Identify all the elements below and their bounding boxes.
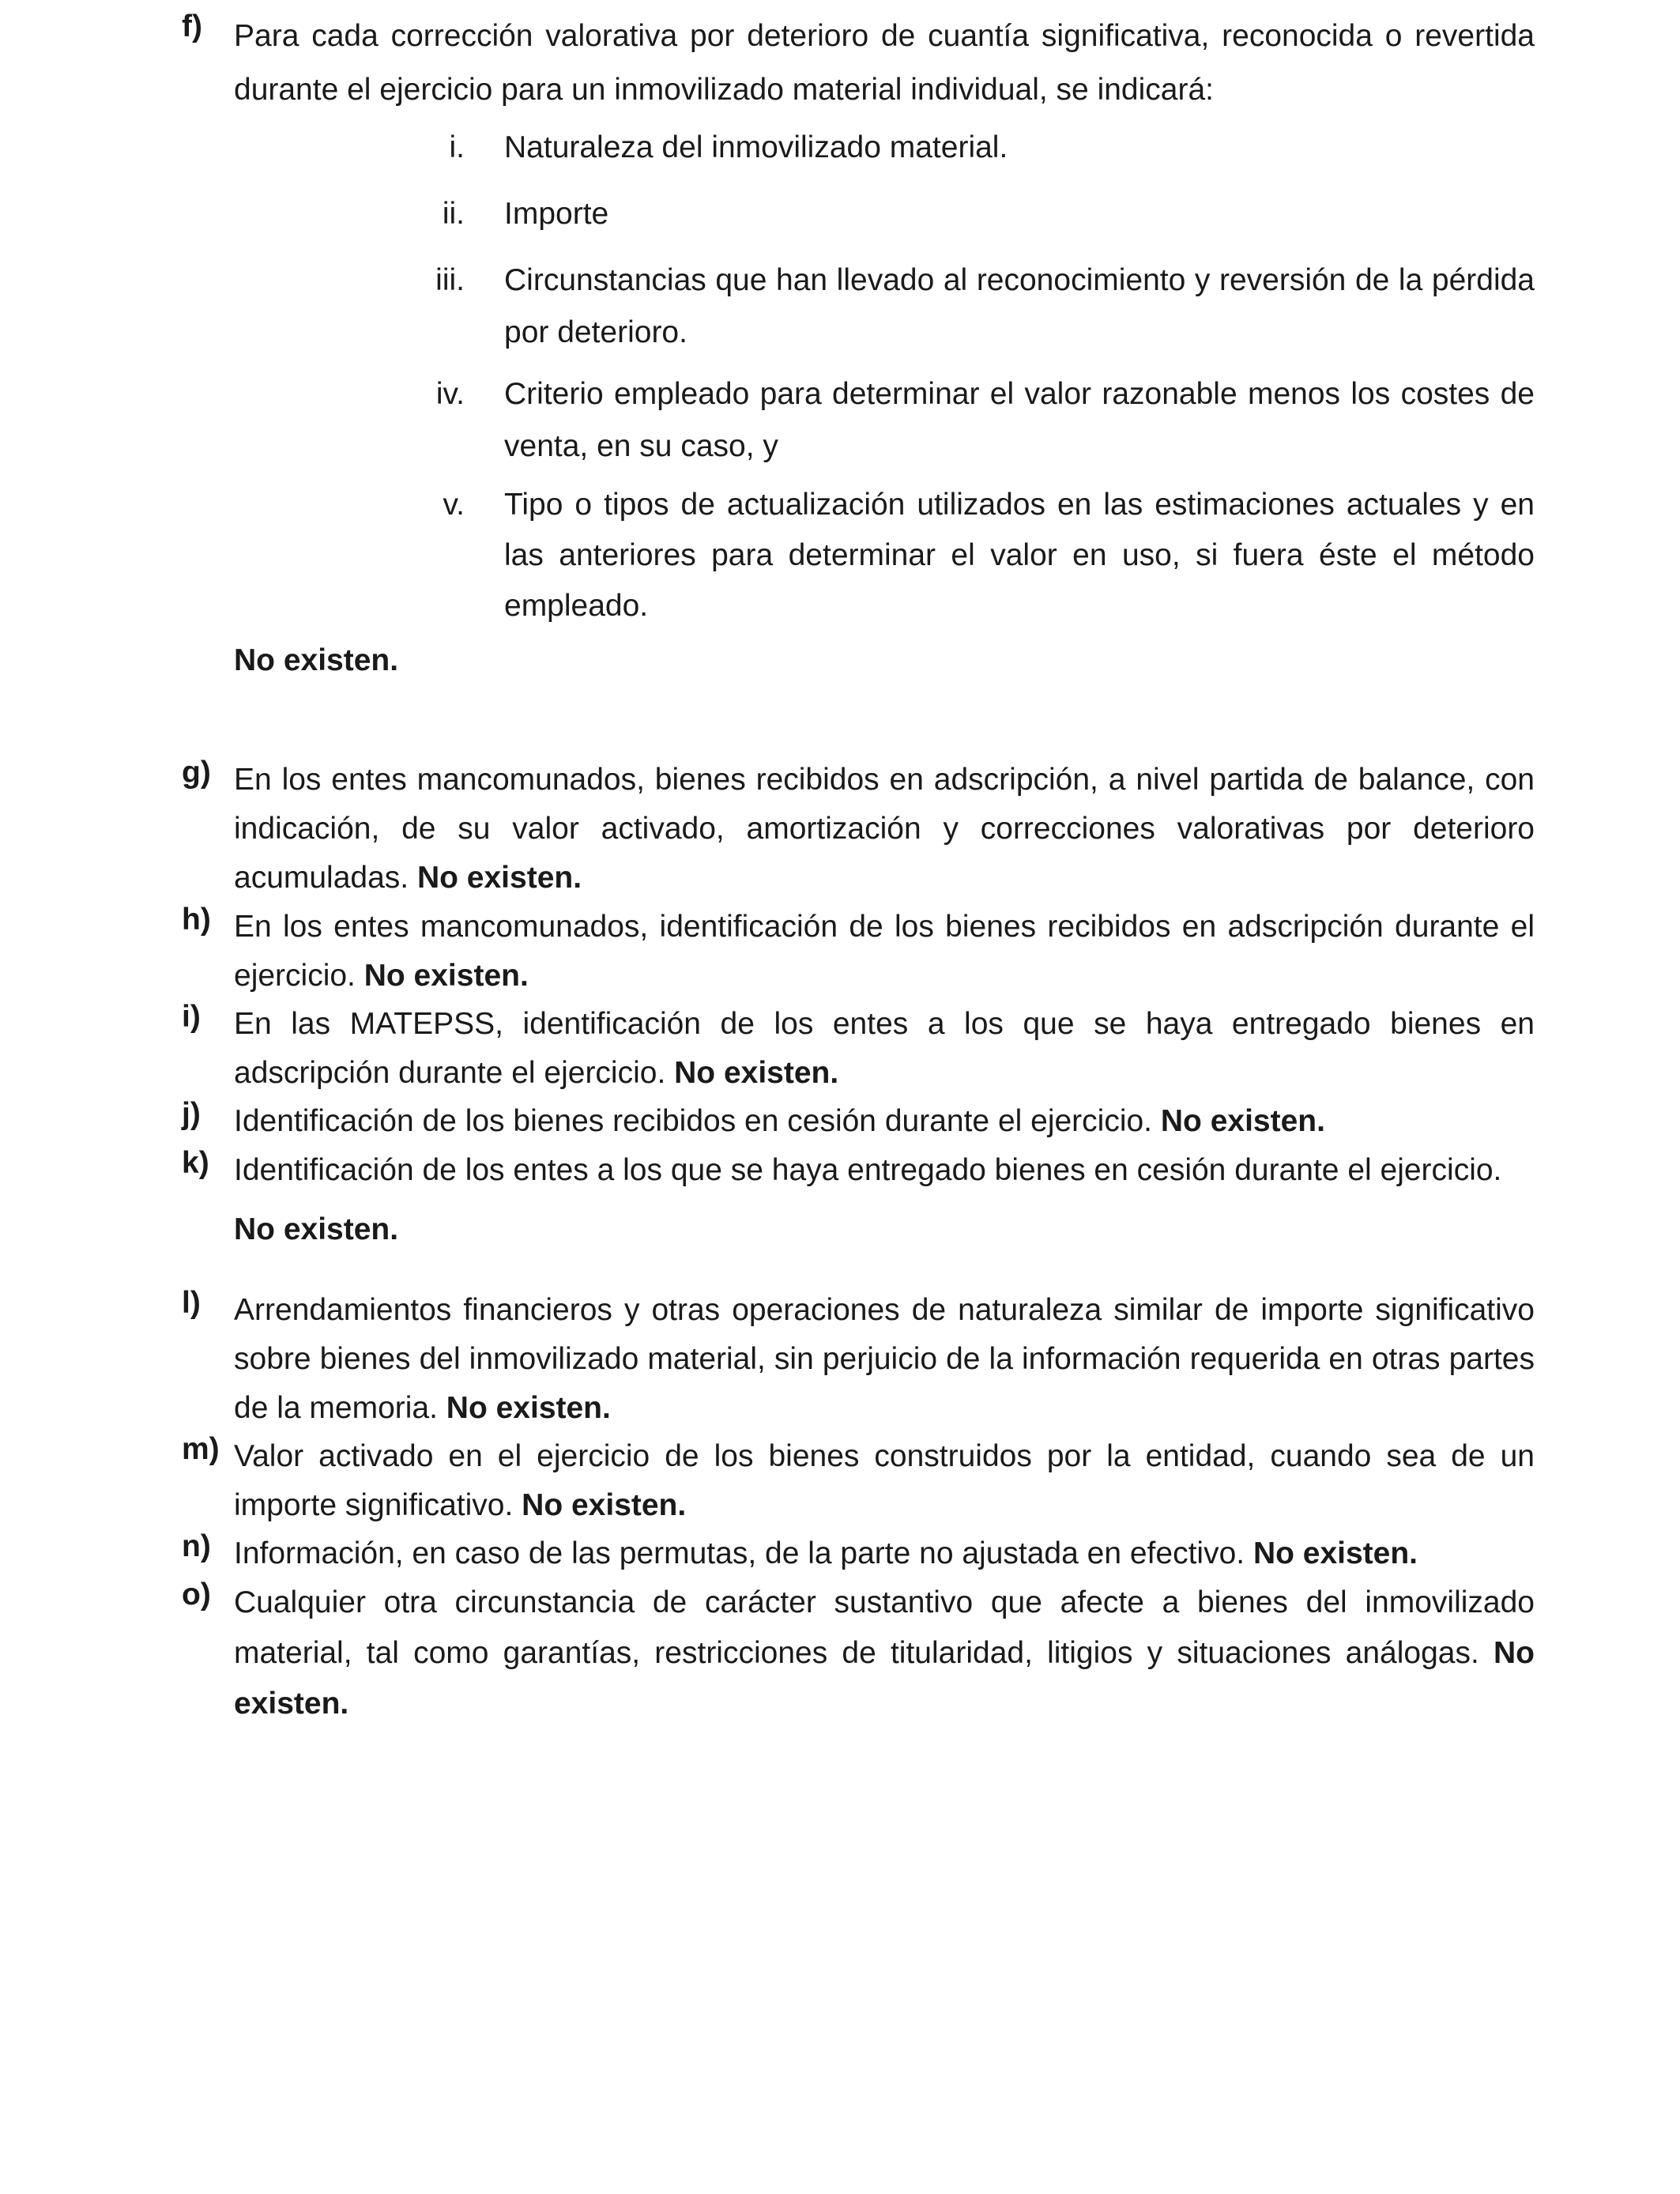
answer-no-existen: No existen.	[522, 1488, 687, 1522]
answer-no-existen: No existen.	[1160, 1104, 1325, 1138]
subitem-number: v.	[443, 488, 465, 522]
answer-no-existen: No existen.	[363, 959, 529, 993]
item-f	[182, 9, 1535, 117]
subitem-text: Tipo o tipos de actualización utilizados en las estimaciones actuales y en las anteriores para determinar el valor en uso, si fuera éste el método empleado.	[504, 488, 1535, 623]
item-marker: h)	[182, 903, 211, 937]
subitem-i	[411, 122, 1535, 174]
answer-no-existen: No existen.	[674, 1056, 839, 1090]
subitem-text: Naturaleza del inmovilizado material.	[504, 130, 1008, 164]
item-text: Arrendamientos financieros y otras operaciones de naturaleza similar de importe significativo sobre bienes del inmovilizado material, sin perjuicio de la información requerida en otras partes de la memoria.	[234, 1293, 1535, 1425]
item-marker: l)	[182, 1286, 201, 1320]
item-marker: n)	[182, 1529, 211, 1563]
item-text: Cualquier otra circunstancia de carácter sustantivo que afecte a bienes del inmovilizado material, tal como garantías, restricciones de titularidad, litigios y situaciones análogas.	[234, 1585, 1535, 1670]
item-text: Valor activado en el ejercicio de los bienes construidos por la entidad, cuando sea de un importe significativo.	[234, 1439, 1535, 1522]
item-text: Identificación de los entes a los que se haya entregado bienes en cesión durante el ejercicio.	[234, 1153, 1502, 1187]
item-h	[182, 903, 1535, 1001]
item-text: En las MATEPSS, identificación de los entes a los que se haya entregado bienes en adscripción durante el ejercicio.	[234, 1007, 1535, 1090]
subitem-text: Circunstancias que han llevado al reconocimiento y reversión de la pérdida por deterioro.	[504, 263, 1535, 349]
item-marker: o)	[182, 1578, 211, 1612]
subitem-iv	[411, 368, 1535, 473]
subitem-text: Importe	[504, 197, 609, 231]
item-marker: j)	[182, 1097, 201, 1131]
subitem-v	[411, 480, 1535, 631]
answer-no-existen: No existen.	[234, 1212, 399, 1246]
item-l	[182, 1286, 1535, 1433]
subitem-number: iii.	[435, 263, 465, 297]
subitem-number: ii.	[442, 197, 465, 231]
item-marker: m)	[182, 1432, 220, 1466]
item-text: En los entes mancomunados, bienes recibidos en adscripción, a nivel partida de balance, con indicación, de su valor activado, amortización y correcciones valorativas por deterioro acumuladas.	[234, 763, 1535, 895]
answer-no-existen: No existen.	[234, 643, 399, 677]
item-g	[182, 756, 1535, 903]
item-k	[182, 1146, 1535, 1195]
subitem-iii	[411, 254, 1535, 359]
item-n	[182, 1529, 1535, 1578]
answer-no-existen: No existen.	[1252, 1536, 1418, 1570]
subitem-text: Criterio empleado para determinar el valor razonable menos los costes de venta, en su caso, y	[504, 377, 1535, 463]
item-text: Para cada corrección valorativa por deterioro de cuantía significativa, reconocida o revertida durante el ejercicio para un inmovilizado material individual, se indicará:	[234, 19, 1535, 107]
item-j	[182, 1097, 1535, 1146]
item-o	[182, 1578, 1535, 1729]
item-text: Identificación de los bienes recibidos en cesión durante el ejercicio.	[234, 1104, 1153, 1138]
item-marker: f)	[182, 9, 202, 43]
subitem-number: iv.	[435, 377, 465, 411]
answer-no-existen: No existen.	[416, 861, 582, 895]
subitem-number: i.	[449, 130, 465, 164]
item-m	[182, 1432, 1535, 1530]
answer-no-existen: No existen.	[234, 1636, 1535, 1721]
item-i	[182, 1000, 1535, 1098]
item-marker: g)	[182, 756, 211, 790]
answer-no-existen: No existen.	[446, 1391, 611, 1425]
item-marker: k)	[182, 1146, 209, 1180]
item-text: Información, en caso de las permutas, de la parte no ajustada en efectivo.	[234, 1536, 1245, 1570]
item-marker: i)	[182, 1000, 201, 1034]
subitem-ii	[411, 188, 1535, 240]
item-text: En los entes mancomunados, identificación de los bienes recibidos en adscripción durante el ejercicio.	[234, 910, 1535, 993]
